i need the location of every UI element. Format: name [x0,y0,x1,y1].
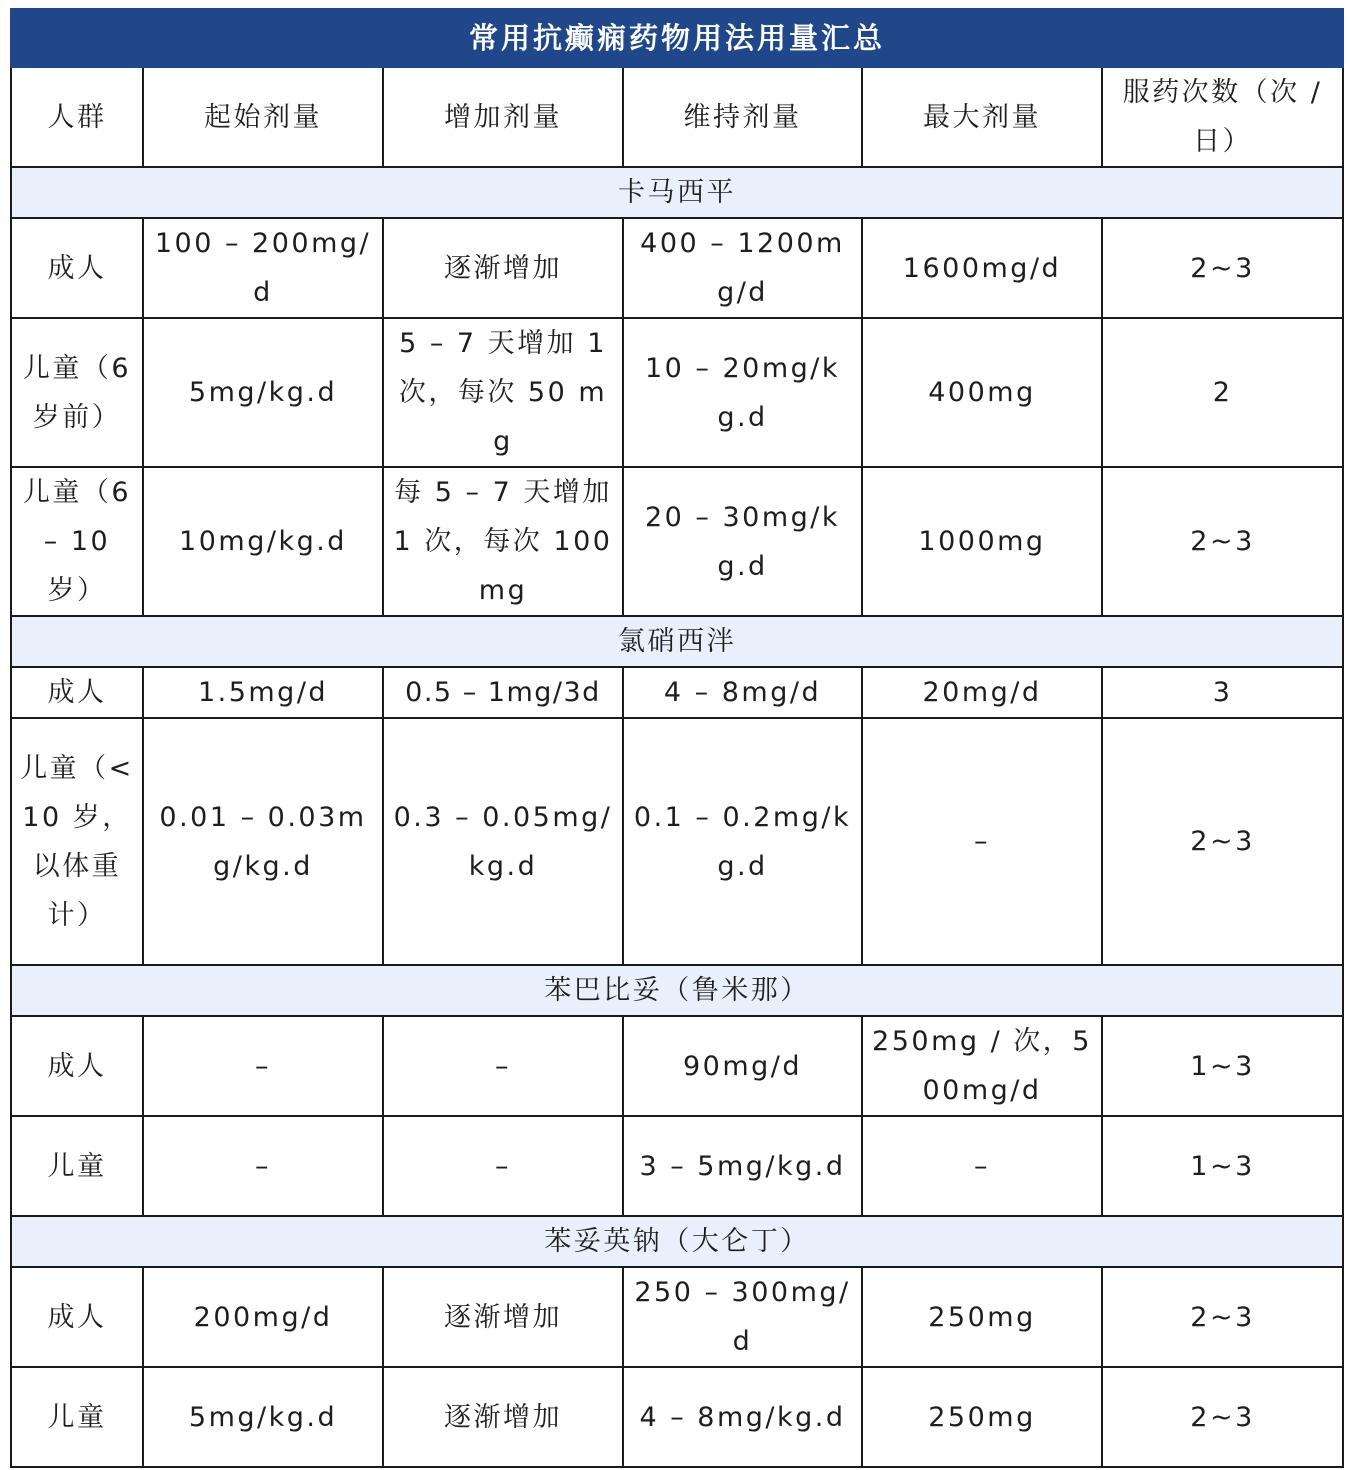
table-row [11,1267,1343,1367]
cell-times-per-day: 2~3 [1102,1267,1343,1367]
cell-group: 儿童（6 岁前） [11,318,143,467]
table-row [11,667,1343,718]
cell-start-dose: 0.01 – 0.03mg/kg.d [143,718,383,965]
cell-start-dose: 5mg/kg.d [143,1367,383,1467]
col-header-maintenance-dose: 维持剂量 [623,67,862,167]
cell-maintenance-dose: 3 – 5mg/kg.d [623,1116,862,1216]
cell-group: 儿童 [11,1367,143,1467]
cell-start-dose: 5mg/kg.d [143,318,383,467]
cell-max-dose: 1600mg/d [862,218,1102,318]
cell-group: 成人 [11,1016,143,1116]
cell-max-dose: 250mg / 次，500mg/d [862,1016,1102,1116]
cell-increase-dose: 0.5 – 1mg/3d [383,667,623,718]
cell-times-per-day: 3 [1102,667,1343,718]
table-row [11,1367,1343,1467]
col-header-group: 人群 [11,67,143,167]
section-title-clonazepam: 氯硝西泮 [11,616,1343,667]
cell-max-dose: 250mg [862,1267,1102,1367]
cell-max-dose: 20mg/d [862,667,1102,718]
col-header-max-dose: 最大剂量 [862,67,1102,167]
cell-increase-dose: 0.3 – 0.05mg/kg.d [383,718,623,965]
cell-start-dose: 1.5mg/d [143,667,383,718]
dosage-table [10,8,1344,1468]
cell-times-per-day: 2~3 [1102,467,1343,616]
section-row [11,616,1343,667]
cell-max-dose: 250mg [862,1367,1102,1467]
cell-max-dose: – [862,1116,1102,1216]
cell-increase-dose: 每 5 – 7 天增加 1 次，每次 100mg [383,467,623,616]
cell-increase-dose: – [383,1116,623,1216]
col-header-increase-dose: 增加剂量 [383,67,623,167]
cell-start-dose: 200mg/d [143,1267,383,1367]
cell-times-per-day: 2~3 [1102,1367,1343,1467]
table-row [11,1016,1343,1116]
section-row [11,965,1343,1016]
cell-times-per-day: 2~3 [1102,218,1343,318]
table-row [11,467,1343,616]
cell-start-dose: 10mg/kg.d [143,467,383,616]
cell-increase-dose: – [383,1016,623,1116]
cell-increase-dose: 逐渐增加 [383,1367,623,1467]
cell-times-per-day: 2 [1102,318,1343,467]
cell-start-dose: 100 – 200mg/d [143,218,383,318]
cell-maintenance-dose: 400 – 1200mg/d [623,218,862,318]
cell-increase-dose: 逐渐增加 [383,1267,623,1367]
section-title-phenytoin: 苯妥英钠（大仑丁） [11,1216,1343,1267]
col-header-start-dose: 起始剂量 [143,67,383,167]
section-row [11,167,1343,218]
table-row [11,218,1343,318]
section-row [11,1216,1343,1267]
table-row [11,318,1343,467]
cell-maintenance-dose: 20 – 30mg/kg.d [623,467,862,616]
cell-increase-dose: 5 – 7 天增加 1 次，每次 50 mg [383,318,623,467]
cell-group: 成人 [11,1267,143,1367]
cell-group: 儿童（6 – 10 岁） [11,467,143,616]
cell-times-per-day: 1~3 [1102,1016,1343,1116]
cell-max-dose: – [862,718,1102,965]
cell-maintenance-dose: 4 – 8mg/kg.d [623,1367,862,1467]
cell-times-per-day: 1~3 [1102,1116,1343,1216]
section-title-phenobarbital: 苯巴比妥（鲁米那） [11,965,1343,1016]
cell-start-dose: – [143,1016,383,1116]
cell-increase-dose: 逐渐增加 [383,218,623,318]
cell-times-per-day: 2~3 [1102,718,1343,965]
cell-group: 儿童 [11,1116,143,1216]
cell-maintenance-dose: 90mg/d [623,1016,862,1116]
cell-max-dose: 1000mg [862,467,1102,616]
cell-group: 成人 [11,218,143,318]
cell-max-dose: 400mg [862,318,1102,467]
cell-maintenance-dose: 250 – 300mg/d [623,1267,862,1367]
table-title: 常用抗癫痫药物用法用量汇总 [11,9,1343,67]
cell-start-dose: – [143,1116,383,1216]
cell-group: 儿童（<10 岁，以体重计） [11,718,143,965]
table-row [11,1116,1343,1216]
cell-maintenance-dose: 10 – 20mg/kg.d [623,318,862,467]
cell-group: 成人 [11,667,143,718]
section-title-carbamazepine: 卡马西平 [11,167,1343,218]
table-row [11,718,1343,965]
col-header-times-per-day: 服药次数（次 / 日） [1102,67,1343,167]
header-row [11,67,1343,167]
cell-maintenance-dose: 4 – 8mg/d [623,667,862,718]
cell-maintenance-dose: 0.1 – 0.2mg/kg.d [623,718,862,965]
